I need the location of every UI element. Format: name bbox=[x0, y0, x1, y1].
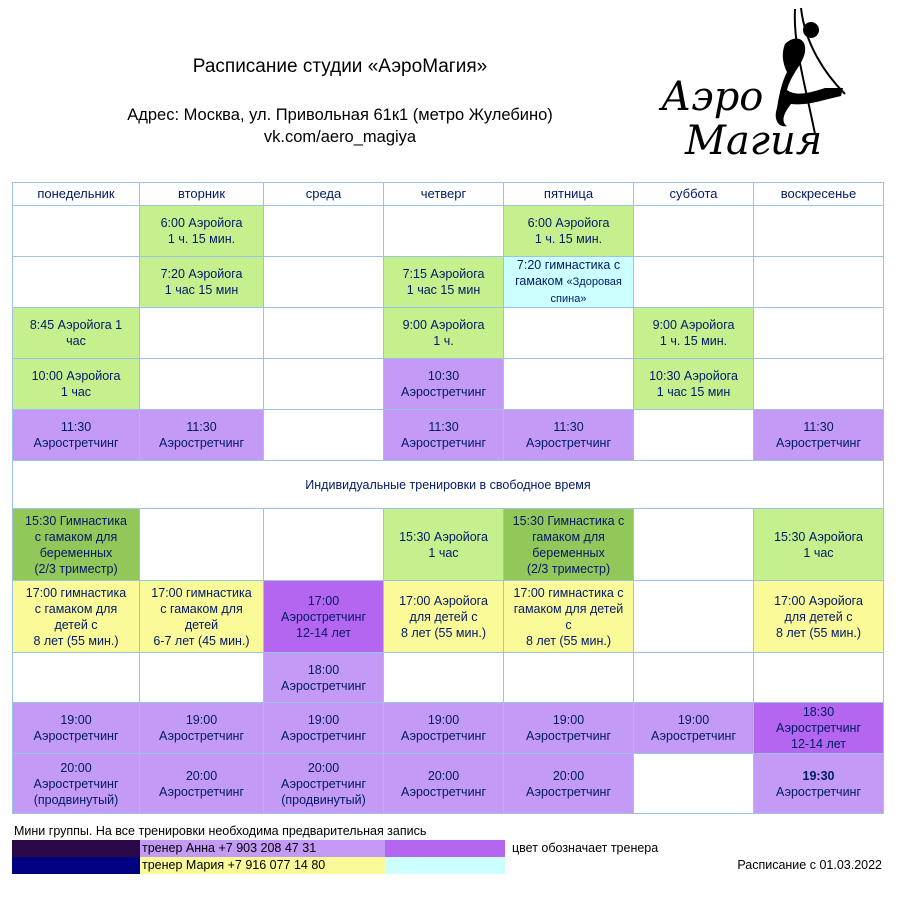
schedule-row bbox=[13, 410, 884, 461]
trainer-maria: тренер Мария +7 916 077 14 80 bbox=[142, 858, 326, 872]
studio-website: vk.com/aero_magiya bbox=[263, 128, 417, 146]
schedule-row bbox=[13, 703, 884, 754]
class-slot: 15:30 Гимнастика с гамаком для беременных (2/3 триместр) bbox=[13, 509, 140, 581]
class-slot: 20:00 Аэростретчинг bbox=[384, 754, 504, 814]
class-slot: 18:00 Аэростретчинг bbox=[264, 653, 384, 703]
class-slot: 15:30 Гимнастика с гамаком для беременных (2/3 триместр) bbox=[504, 509, 634, 581]
class-slot: 17:00 Аэройога для детей с 8 лет (55 мин.) bbox=[384, 581, 504, 653]
empty-slot bbox=[634, 257, 754, 308]
schedule-date: Расписание с 01.03.2022 bbox=[737, 858, 882, 872]
empty-slot bbox=[264, 410, 384, 461]
class-slot: 11:30 Аэростретчинг bbox=[504, 410, 634, 461]
empty-slot bbox=[754, 308, 884, 359]
legend-swatch-maria-alt bbox=[385, 857, 505, 874]
class-slot: 11:30 Аэростретчинг bbox=[754, 410, 884, 461]
class-slot: 10:30 Аэройога 1 час 15 мин bbox=[634, 359, 754, 410]
empty-slot bbox=[264, 206, 384, 257]
class-slot: 7:15 Аэройога 1 час 15 мин bbox=[384, 257, 504, 308]
class-slot: 19:30 Аэростретчинг bbox=[754, 754, 884, 814]
class-slot: 7:20 гимнастика с гамаком «Здоровая спина» bbox=[504, 257, 634, 308]
class-slot: 17:00 гимнастика с гамаком для детей с 8 лет (55 мин.) bbox=[13, 581, 140, 653]
empty-slot bbox=[754, 653, 884, 703]
empty-slot bbox=[634, 653, 754, 703]
empty-slot bbox=[140, 359, 264, 410]
individual-row bbox=[13, 461, 884, 509]
empty-slot bbox=[754, 257, 884, 308]
schedule-row bbox=[13, 754, 884, 814]
class-slot: 6:00 Аэройога 1 ч. 15 мин. bbox=[504, 206, 634, 257]
empty-slot bbox=[384, 653, 504, 703]
class-slot: 11:30 Аэростретчинг bbox=[13, 410, 140, 461]
class-slot: 15:30 Аэройога 1 час bbox=[754, 509, 884, 581]
class-slot: 20:00 Аэростретчинг bbox=[140, 754, 264, 814]
empty-slot bbox=[140, 308, 264, 359]
class-slot: 10:30 Аэростретчинг bbox=[384, 359, 504, 410]
class-slot: 6:00 Аэройога 1 ч. 15 мин. bbox=[140, 206, 264, 257]
legend-caption: цвет обозначает тренера bbox=[512, 841, 659, 855]
class-slot: 19:00 Аэростретчинг bbox=[140, 703, 264, 754]
empty-slot bbox=[634, 754, 754, 814]
studio-address: Адрес: Москва, ул. Привольная 61к1 (метро Жулебино) bbox=[127, 106, 553, 124]
class-slot: 17:00 гимнастика с гамаком для детей с 8 лет (55 мин.) bbox=[504, 581, 634, 653]
schedule-row bbox=[13, 206, 884, 257]
empty-slot bbox=[504, 359, 634, 410]
individual-training-note: Индивидуальные тренировки в свободное время bbox=[13, 461, 884, 509]
day-header: вторник bbox=[140, 183, 264, 206]
legend-swatch-maria-dark bbox=[12, 857, 140, 874]
class-slot: 11:30 Аэростретчинг bbox=[384, 410, 504, 461]
empty-slot bbox=[504, 653, 634, 703]
class-slot: 20:00 Аэростретчинг (продвинутый) bbox=[13, 754, 140, 814]
legend-swatch-anna-dark bbox=[12, 840, 140, 857]
class-slot: 15:30 Аэройога 1 час bbox=[384, 509, 504, 581]
day-header: среда bbox=[264, 183, 384, 206]
empty-slot bbox=[13, 653, 140, 703]
empty-slot bbox=[264, 509, 384, 581]
class-slot: 8:45 Аэройога 1 час bbox=[13, 308, 140, 359]
class-slot: 11:30 Аэростретчинг bbox=[140, 410, 264, 461]
aeromagiya-logo bbox=[655, 4, 865, 164]
day-header: воскресенье bbox=[754, 183, 884, 206]
class-slot: 20:00 Аэростретчинг bbox=[504, 754, 634, 814]
class-slot: 19:00 Аэростретчинг bbox=[13, 703, 140, 754]
empty-slot bbox=[634, 410, 754, 461]
day-header: четверг bbox=[384, 183, 504, 206]
logo-word-aero: Аэро bbox=[661, 74, 764, 120]
group-note: Мини группы. На все тренировки необходима предварительная запись bbox=[14, 824, 427, 838]
schedule-table bbox=[12, 182, 884, 814]
class-slot: 19:00 Аэростретчинг bbox=[264, 703, 384, 754]
logo-word-magiya: Магия bbox=[685, 118, 823, 164]
legend-swatch-anna-alt bbox=[385, 840, 505, 857]
empty-slot bbox=[264, 359, 384, 410]
trainer-anna: тренер Анна +7 903 208 47 31 bbox=[142, 841, 317, 855]
day-header: понедельник bbox=[13, 183, 140, 206]
empty-slot bbox=[634, 206, 754, 257]
class-slot: 9:00 Аэройога 1 ч. 15 мин. bbox=[634, 308, 754, 359]
class-slot: 19:00 Аэростретчинг bbox=[504, 703, 634, 754]
schedule-row bbox=[13, 653, 884, 703]
day-header: пятница bbox=[504, 183, 634, 206]
class-slot: 17:00 гимнастика с гамаком для детей 6-7 лет (45 мин.) bbox=[140, 581, 264, 653]
schedule-row bbox=[13, 509, 884, 581]
day-header: суббота bbox=[634, 183, 754, 206]
empty-slot bbox=[754, 206, 884, 257]
class-slot: 17:00 Аэростретчинг 12-14 лет bbox=[264, 581, 384, 653]
class-slot: 20:00 Аэростретчинг (продвинутый) bbox=[264, 754, 384, 814]
day-header-row bbox=[13, 183, 884, 206]
class-slot: 9:00 Аэройога 1 ч. bbox=[384, 308, 504, 359]
empty-slot bbox=[140, 509, 264, 581]
schedule-row bbox=[13, 359, 884, 410]
empty-slot bbox=[264, 308, 384, 359]
studio-address-block bbox=[60, 104, 620, 148]
schedule-row bbox=[13, 581, 884, 653]
empty-slot bbox=[13, 206, 140, 257]
empty-slot bbox=[384, 206, 504, 257]
empty-slot bbox=[504, 308, 634, 359]
class-slot: 18:30 Аэростретчинг 12-14 лет bbox=[754, 703, 884, 754]
class-slot: 10:00 Аэройога 1 час bbox=[13, 359, 140, 410]
empty-slot bbox=[140, 653, 264, 703]
empty-slot bbox=[264, 257, 384, 308]
page-title: Расписание студии «АэроМагия» bbox=[192, 56, 488, 77]
class-slot: 17:00 Аэройога для детей с 8 лет (55 мин.) bbox=[754, 581, 884, 653]
empty-slot bbox=[13, 257, 140, 308]
empty-slot bbox=[754, 359, 884, 410]
schedule-row bbox=[13, 257, 884, 308]
class-slot: 7:20 Аэройога 1 час 15 мин bbox=[140, 257, 264, 308]
empty-slot bbox=[634, 581, 754, 653]
class-slot: 19:00 Аэростретчинг bbox=[634, 703, 754, 754]
schedule-row bbox=[13, 308, 884, 359]
class-slot: 19:00 Аэростретчинг bbox=[384, 703, 504, 754]
empty-slot bbox=[634, 509, 754, 581]
